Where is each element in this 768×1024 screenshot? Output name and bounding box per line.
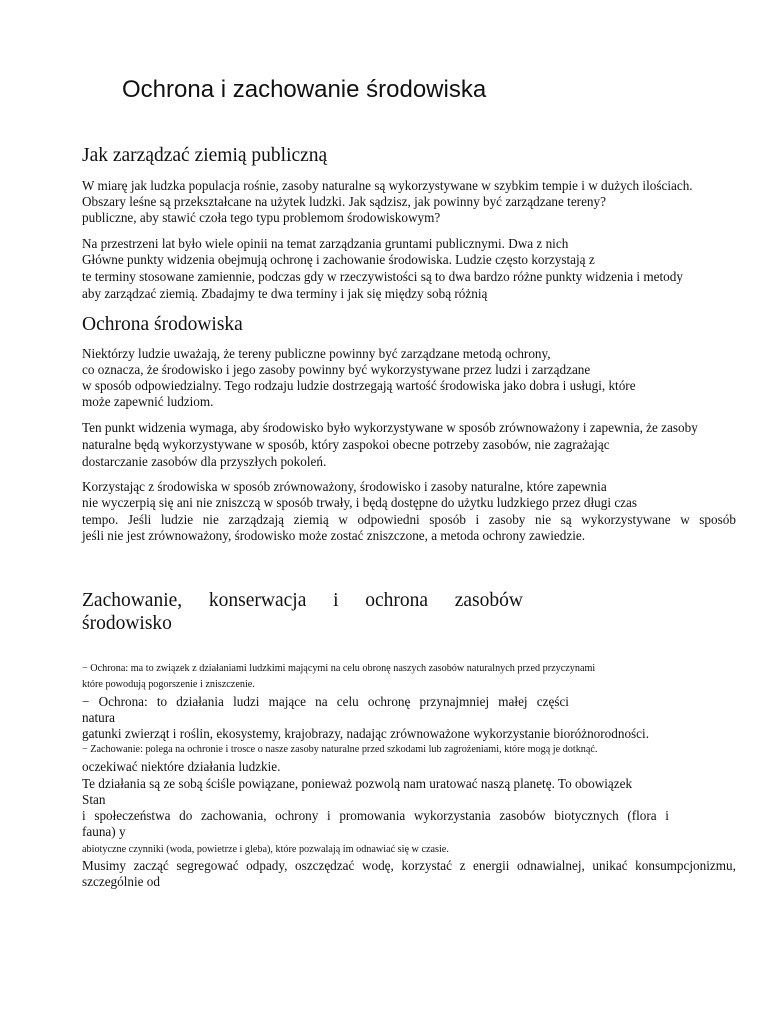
paragraph-line: fauna) y — [82, 824, 126, 839]
section-heading-conservation-line2: środowisko — [82, 613, 172, 634]
word: działania — [176, 694, 224, 709]
word: nie — [202, 512, 219, 527]
heading-word: zasobów — [454, 590, 523, 611]
section-heading-environment-protection: Ochrona środowiska — [82, 314, 243, 335]
word: wykorzystywane — [581, 512, 671, 527]
paragraph-line: naturalne będą wykorzystywane w sposób, który zaspokoi obecne potrzeby zasobów, nie zagrażając — [82, 437, 610, 452]
word: sposób — [429, 512, 466, 527]
word: z — [459, 858, 466, 873]
heading-word: ochrona — [365, 590, 429, 611]
word: odpowiedni — [357, 512, 420, 527]
list-item-line: − Zachowanie: polega na ochronie i trosce o nasze zasoby naturalne przed szkodami lub zagrożeniami, które mogą je dotknąć. — [82, 744, 598, 755]
word: − — [82, 694, 90, 709]
section-heading-conservation — [82, 590, 523, 612]
word: i — [665, 808, 669, 823]
word: i — [82, 808, 86, 823]
word: korzystać — [401, 858, 452, 873]
word: części — [536, 694, 569, 709]
paragraph-line: Te działania są ze sobą ściśle powiązane, ponieważ pozwolą nam uratować naszą planetę. To obowiązek — [82, 776, 633, 791]
word: mające — [268, 694, 306, 709]
word: odpady, — [246, 858, 288, 873]
word: i — [327, 808, 331, 823]
word: zarządzają — [228, 512, 285, 527]
word: małej — [498, 694, 528, 709]
paragraph-line: Stan — [82, 792, 106, 807]
paragraph-line: może zapewnić ludziom. — [82, 394, 214, 409]
paragraph-line: oczekiwać niektóre działania ludzkie. — [82, 759, 281, 774]
word: nie — [534, 512, 552, 527]
word: oszczędzać — [295, 858, 355, 873]
word: tempo. — [82, 512, 119, 527]
list-item-line: − Ochrona: ma to związek z działaniami ludzkimi mającymi na celu obronę naszych zasobów naturalnych przed przyczynami — [82, 663, 596, 674]
list-item-line — [82, 694, 569, 710]
word: odnawialnej, — [517, 858, 585, 873]
paragraph-line: w sposób odpowiedzialny. Tego rodzaju ludzie dostrzegają wartość środowiska jako dobra i usługi, które — [82, 378, 636, 393]
word: zachowania, — [200, 808, 267, 823]
heading-word: Zachowanie, — [82, 590, 183, 611]
word: to — [156, 694, 168, 709]
word: Musimy — [82, 858, 126, 873]
word: konsumpcjonizmu, — [635, 858, 736, 873]
list-item-line: gatunki zwierząt i roślin, ekosystemy, krajobrazy, nadając zrównoważone wykorzystanie bioróżnorodności. — [82, 726, 649, 741]
word: sposób — [699, 512, 736, 527]
section-heading-public-land: Jak zarządzać ziemią publiczną — [82, 145, 328, 166]
word: w — [680, 512, 690, 527]
heading-word: konserwacja — [208, 590, 307, 611]
list-item-line: które powodują pogorszenie i zniszczenie. — [82, 679, 255, 690]
word: ochronę — [367, 694, 411, 709]
paragraph-line: dostarczanie zasobów dla przyszłych pokoleń. — [82, 454, 327, 469]
paragraph-line — [82, 858, 736, 874]
word: unikać — [592, 858, 628, 873]
word: w — [338, 512, 348, 527]
paragraph-line: abiotyczne czynniki (woda, powietrze i gleba), które pozwalają im odnawiać się w czasie. — [82, 844, 449, 855]
word: wykorzystania — [413, 808, 491, 823]
heading-word: i — [333, 590, 339, 611]
word: ziemią — [293, 512, 329, 527]
word: do — [179, 808, 193, 823]
paragraph-line: szczególnie od — [82, 874, 160, 889]
paragraph-line: Obszary leśne są przekształcane na użytek ludzki. Jak sądzisz, jak powinny być zarządzane tereny? — [82, 194, 606, 209]
paragraph-line: co oznacza, że środowisko i jego zasoby powinny być wykorzystywane przez ludzi i zarządzane — [82, 362, 591, 377]
word: przynajmniej — [419, 694, 490, 709]
paragraph-line: te terminy stosowane zamiennie, podczas gdy w rzeczywistości są to dwa bardzo różne punkty widzenia i metody — [82, 269, 683, 284]
word: wodę, — [361, 858, 394, 873]
paragraph-line: jeśli nie jest zrównoważony, środowisko może zostać zniszczone, a metoda ochrony zawiedzie. — [82, 528, 586, 543]
word: i — [475, 512, 480, 527]
word: ludzie — [160, 512, 194, 527]
paragraph-line: W miarę jak ludzka populacja rośnie, zasoby naturalne są wykorzystywane w szybkim tempie i w dużych ilościach. — [82, 178, 693, 193]
word: energii — [473, 858, 510, 873]
paragraph-line: Korzystając z środowiska w sposób zrównoważony, środowisko i zasoby naturalne, które zapewnia — [82, 479, 607, 494]
paragraph-line: nie wyczerpią się ani nie zniszczą w sposób trwały, i będą dostępne do użytku ludzkiego przez długi czas — [82, 495, 638, 510]
word: segregować — [176, 858, 239, 873]
paragraph-line: Niektórzy ludzie uważają, że tereny publiczne powinny być zarządzane metodą ochrony, — [82, 346, 551, 361]
paragraph-line — [82, 808, 669, 824]
word: ochrony — [275, 808, 319, 823]
paragraph-line: aby zarządzać ziemią. Zbadajmy te dwa terminy i jak się między sobą różnią — [82, 286, 488, 301]
word: zasoby — [488, 512, 526, 527]
word: zacząć — [133, 858, 169, 873]
paragraph-line: Główne punkty widzenia obejmują ochronę i zachowanie środowiska. Ludzie często korzystają z — [82, 252, 595, 267]
word: na — [315, 694, 328, 709]
word: (flora — [627, 808, 657, 823]
paragraph-line: publiczne, aby stawić czoła tego typu problemom środowiskowym? — [82, 210, 441, 225]
list-item-line: natura — [82, 710, 115, 725]
paragraph-line: Na przestrzeni lat było wiele opinii na temat zarządzania gruntami publicznymi. Dwa z nich — [82, 236, 569, 251]
word: społeczeństwa — [94, 808, 171, 823]
paragraph-line — [82, 512, 736, 528]
document-title: Ochrona i zachowanie środowiska — [122, 76, 487, 103]
word: celu — [336, 694, 359, 709]
word: ludzi — [233, 694, 260, 709]
paragraph-line: Ten punkt widzenia wymaga, aby środowisko było wykorzystywane w sposób zrównoważony i zapewnia, że zasoby — [82, 420, 698, 435]
word: zasobów — [499, 808, 546, 823]
word: Ochrona: — [98, 694, 148, 709]
word: biotycznych — [554, 808, 619, 823]
word: są — [560, 512, 572, 527]
word: promowania — [339, 808, 406, 823]
word: Jeśli — [127, 512, 152, 527]
